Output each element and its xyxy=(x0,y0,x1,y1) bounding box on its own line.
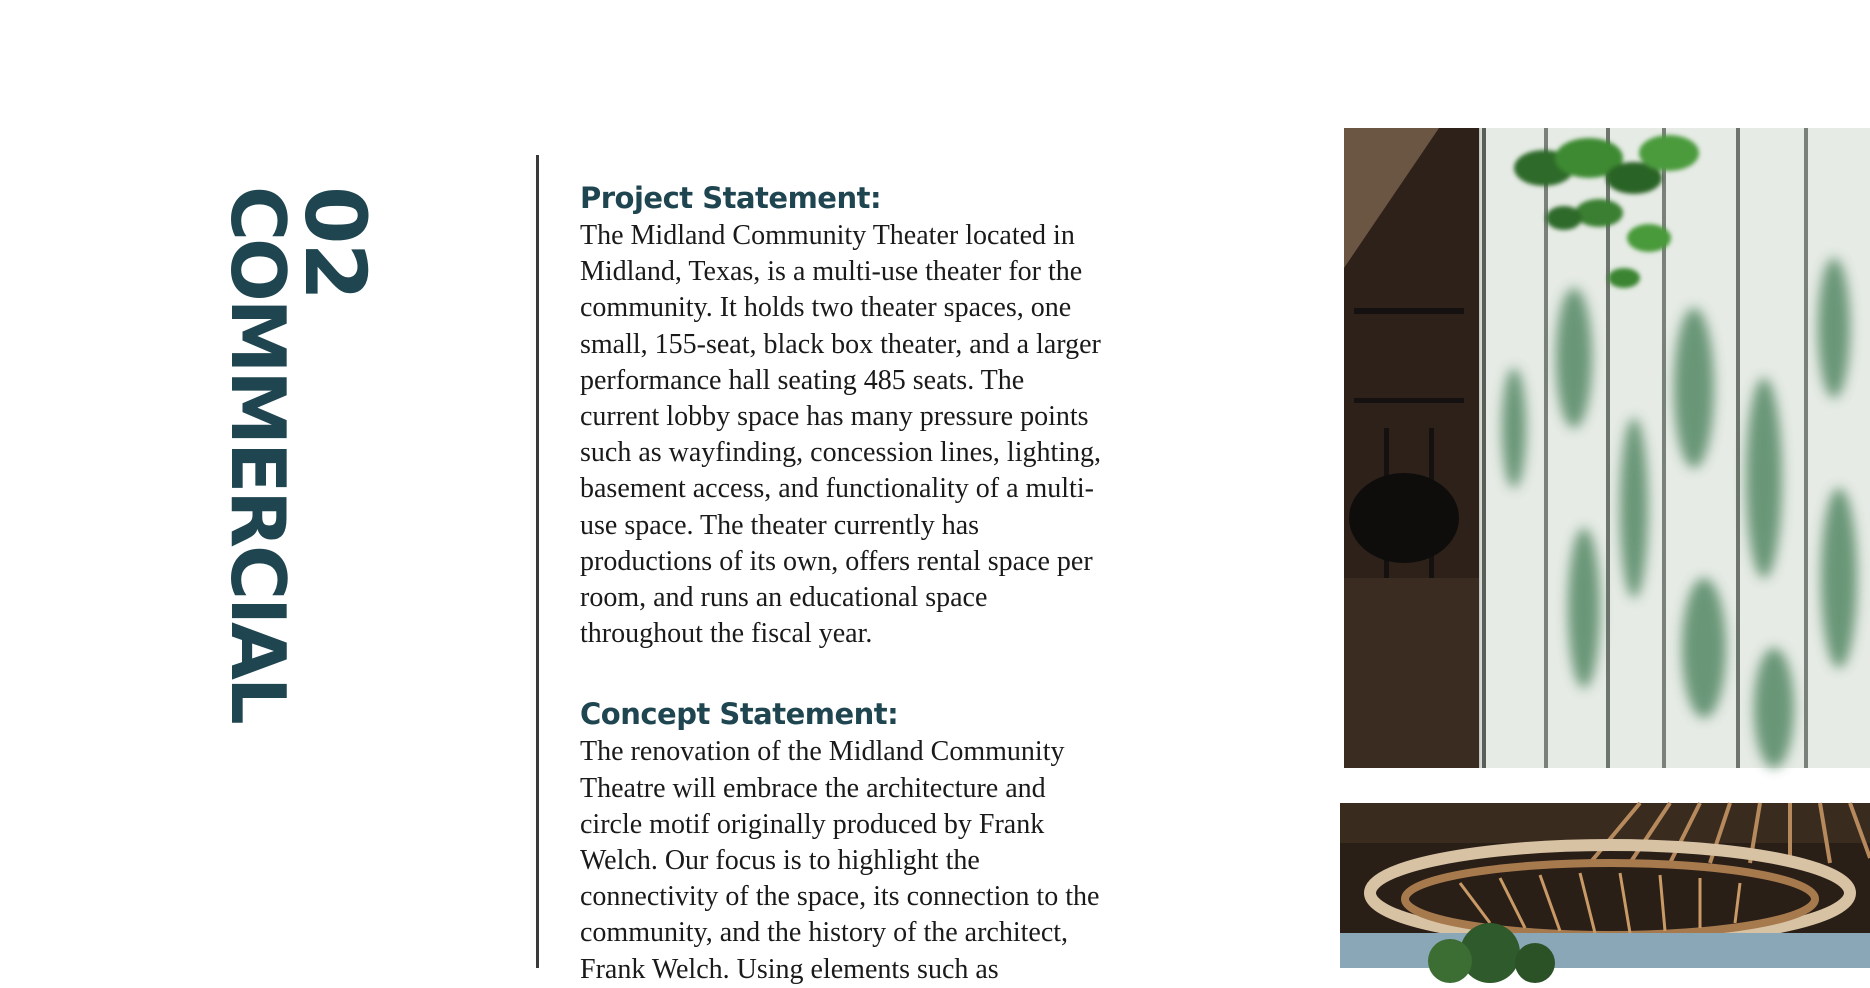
project-line: use space. The theater currently has xyxy=(580,509,980,541)
concept-line: Frank Welch. Using elements such as xyxy=(580,953,999,985)
project-statement-heading: Project Statement: xyxy=(580,181,882,215)
section-title xyxy=(214,186,384,722)
wood-ceiling-lobby-photo xyxy=(1340,803,1870,968)
concept-line: Welch. Our focus is to highlight the xyxy=(580,845,980,877)
project-line: The Midland Community Theater located in xyxy=(580,220,1075,251)
project-line: Midland, Texas, is a multi-use theater for the xyxy=(580,256,1083,288)
vertical-divider xyxy=(536,155,539,968)
concept-statement-heading: Concept Statement: xyxy=(580,697,899,732)
project-line: throughout the fiscal year. xyxy=(580,618,873,650)
concept-line: The renovation of the Midland Community xyxy=(580,736,1065,768)
project-line: such as wayfinding, concession lines, lighting, xyxy=(580,437,1102,469)
project-statement-body xyxy=(580,218,1260,652)
project-line: room, and runs an educational space xyxy=(580,582,988,614)
frosted-glass-plants-photo xyxy=(1344,128,1870,768)
project-line: current lobby space has many pressure points xyxy=(580,401,1089,433)
statement-column xyxy=(580,178,1260,988)
concept-statement-body xyxy=(580,734,1260,987)
section-name: COMMERCIAL xyxy=(214,186,302,722)
section-number: 02 xyxy=(286,186,384,299)
project-line: small, 155-seat, black box theater, and a larger xyxy=(580,328,1101,360)
concept-line: community, and the history of the architect, xyxy=(580,917,1069,949)
concept-line: Theatre will embrace the architecture and xyxy=(580,772,1046,804)
project-line: basement access, and functionality of a multi- xyxy=(580,473,1094,505)
project-line: productions of its own, offers rental space per xyxy=(580,545,1093,577)
concept-line: connectivity of the space, its connection to the xyxy=(580,881,1100,913)
project-line: community. It holds two theater spaces, one xyxy=(580,292,1072,324)
project-line: performance hall seating 485 seats. The xyxy=(580,364,1025,396)
concept-line: circle motif originally produced by Frank xyxy=(580,808,1045,840)
